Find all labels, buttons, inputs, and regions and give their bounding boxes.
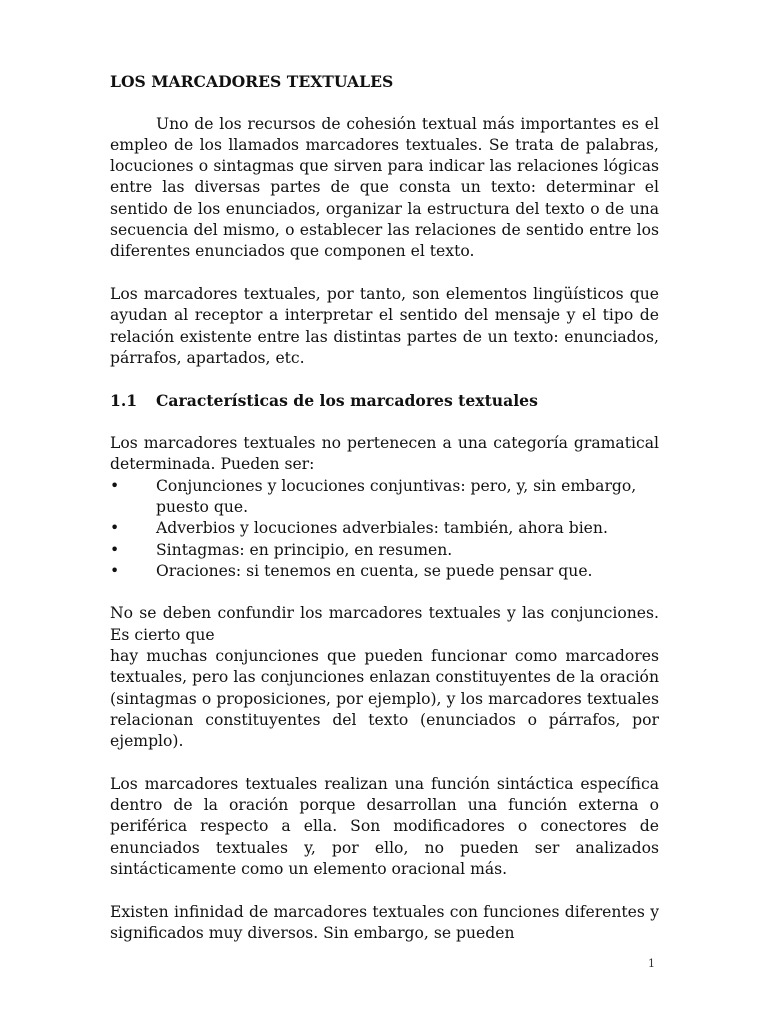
section-number: 1.1 bbox=[110, 391, 138, 411]
spacer bbox=[110, 880, 659, 901]
bullet-icon: • bbox=[110, 476, 120, 495]
spacer bbox=[110, 369, 659, 390]
section-heading bbox=[110, 390, 659, 411]
closing-paragraph: Existen infinidad de marcadores textuales con funciones diferentes y significados muy diversos. Sin embargo, se pueden bbox=[110, 902, 659, 942]
bullet-icon: • bbox=[110, 561, 120, 580]
bullet-list bbox=[110, 476, 659, 582]
syntactic-function-paragraph: Los marcadores textuales realizan una función sintáctica específica dentro de la oración porque desarrollan una función externa o periférica respecto a ella. Son modificadores o conectores de enunciados textuales y, por ello, no pueden ser analizados sintácticamente como un elemento oracional más. bbox=[110, 774, 659, 878]
definition-paragraph: Los marcadores textuales, por tanto, son elementos lingüísticos que ayudan al receptor a interpretar el sentido del mensaje y el tipo de relación existente entre las distintas partes de un texto: enunciados, párrafos, apartados, etc. bbox=[110, 284, 659, 367]
page-content bbox=[110, 71, 659, 944]
spacer bbox=[110, 412, 659, 433]
section-title: Características de los marcadores textuales bbox=[156, 391, 538, 411]
list-item bbox=[110, 561, 659, 582]
conjunctions-paragraph-start: No se deben confundir los marcadores textuales y las conjunciones. Es cierto que bbox=[110, 604, 659, 644]
spacer bbox=[110, 753, 659, 774]
list-item bbox=[110, 518, 659, 539]
spacer bbox=[110, 263, 659, 284]
spacer bbox=[110, 92, 659, 113]
spacer bbox=[110, 582, 659, 603]
list-item bbox=[110, 540, 659, 561]
list-item-text: Adverbios y locuciones adverbiales: también, ahora bien. bbox=[156, 519, 608, 538]
list-item-text: Conjunciones y locuciones conjuntivas: pero, y, sin embargo, puesto que. bbox=[156, 476, 637, 516]
bullet-icon: • bbox=[110, 540, 120, 559]
section-intro-paragraph: Los marcadores textuales no pertenecen a una categoría gramatical determinada. Pueden ser: bbox=[110, 434, 659, 474]
list-item bbox=[110, 476, 659, 519]
document-title: LOS MARCADORES TEXTUALES bbox=[110, 72, 394, 91]
intro-paragraph: Uno de los recursos de cohesión textual más importantes es el empleo de los llamados marcadores textuales. Se trata de palabras, locuciones o sintagmas que sirven para indicar las relaciones lógicas entre las diversas partes de que consta un texto: determinar el sentido de los enunciados, organizar la estructura del texto o de una secuencia del mismo, o establecer las relaciones de sentido entre los diferentes enunciados que componen el texto. bbox=[110, 114, 659, 261]
page-number: 1 bbox=[648, 957, 655, 970]
list-item-text: Oraciones: si tenemos en cuenta, se puede pensar que. bbox=[156, 561, 593, 580]
bullet-icon: • bbox=[110, 519, 120, 538]
list-item-text: Sintagmas: en principio, en resumen. bbox=[156, 540, 453, 559]
conjunctions-paragraph-rest: hay muchas conjunciones que pueden funcionar como marcadores textuales, pero las conjunciones enlazan constituyentes de la oración (sintagmas o proposiciones, por ejemplo), y los marcadores textuales relacionan constituyentes del texto (enunciados o párrafos, por ejemplo). bbox=[110, 647, 659, 751]
